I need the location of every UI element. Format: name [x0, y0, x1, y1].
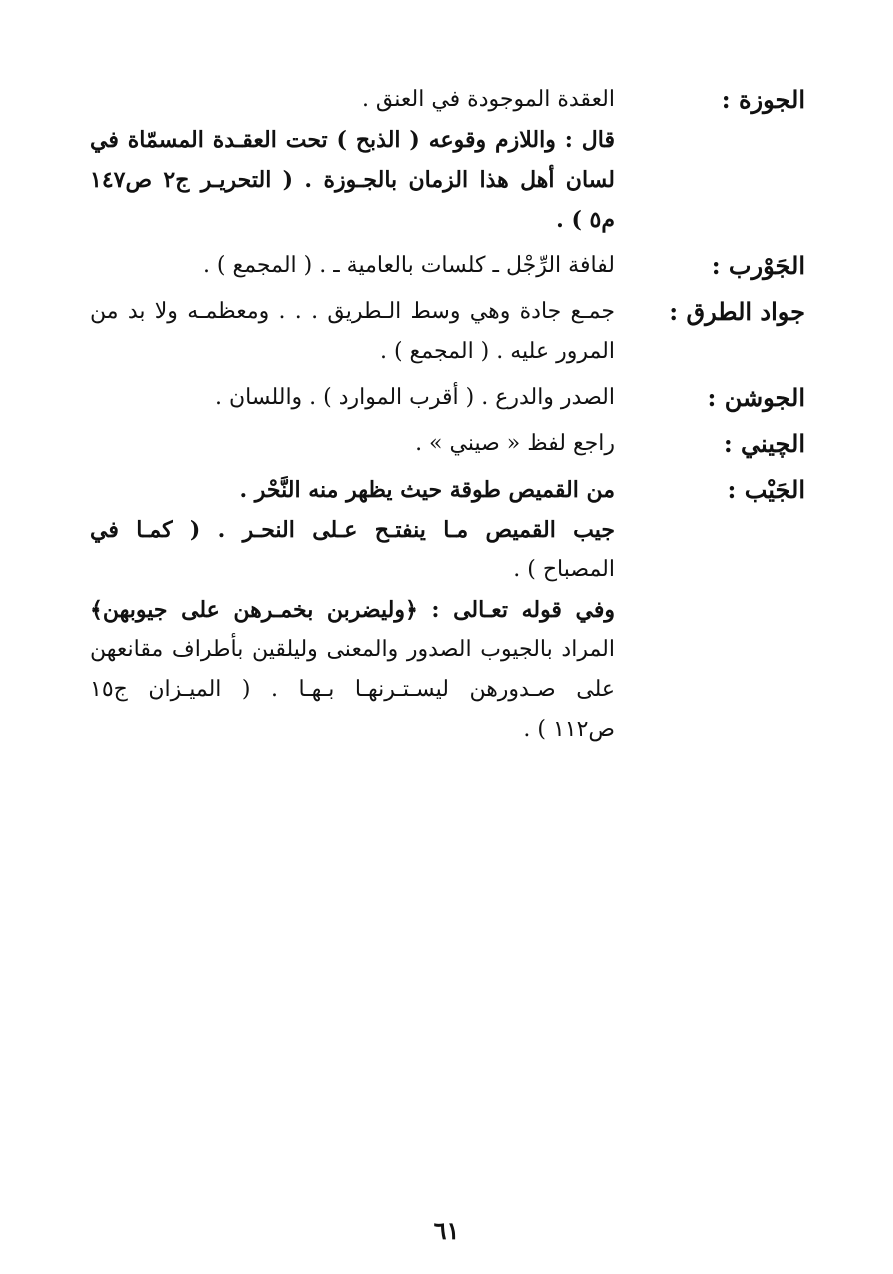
entry-jayb: [90, 470, 805, 750]
definition-line: المصباح ) .: [513, 557, 615, 582]
entry-term: الجوشن :: [707, 383, 805, 412]
definition-line: من القميص طوقة حيث يظهر منه النَّحْر .: [239, 477, 615, 503]
entry-jawad-al-turuq: [90, 292, 805, 372]
entry-term: الچيني :: [723, 429, 805, 458]
entry-term: جواد الطرق :: [669, 297, 805, 326]
definition-line: لفافة الرِّجْل ـ كلسات بالعامية ـ . ( المجمع ) .: [202, 253, 615, 278]
definition-line: راجع لفظ « صيني » .: [415, 431, 615, 456]
definition-line: جيب القميص مـا ينفتـح عـلى النحـر . ( كمـا في: [90, 517, 615, 543]
definition-line: قال : واللازم وقوعه ( الذبح ) تحت العقـدة المسمّاة في: [90, 127, 615, 153]
definition-line: وفي قوله تعـالى : ﴿وليضربن بخمـرهن على جيوبهن﴾: [90, 597, 615, 623]
page-number: ٦١: [433, 1216, 460, 1245]
definition-line: جمـع جادة وهي وسط الـطريق . . . ومعظمـه ولا بد من: [90, 299, 615, 324]
entry-jawshan: [90, 378, 805, 418]
definition-line: المراد بالجيوب الصدور والمعنى وليلقين بأطراف مقانعهن: [90, 637, 615, 662]
entry-jawza: [90, 80, 805, 240]
definition-line: على صـدورهن ليسـتـرنهـا بـهـا . ( الميـزان ج١٥: [90, 677, 615, 702]
glossary-entries: [90, 80, 805, 756]
entry-definition: [90, 378, 615, 418]
entry-term: الجَيْب :: [727, 475, 805, 504]
entry-definition: [90, 80, 615, 240]
entry-term: الجَوْرب :: [711, 251, 805, 280]
entry-definition: [90, 424, 615, 464]
definition-line: م٥ ) .: [556, 207, 615, 233]
entry-definition: [90, 292, 615, 372]
definition-line: العقدة الموجودة في العنق .: [361, 87, 615, 112]
definition-line: الصدر والدرع . ( أقرب الموارد ) . واللسان .: [214, 385, 615, 410]
entry-term: الجوزة :: [721, 85, 805, 114]
entry-jawrab: [90, 246, 805, 286]
entry-definition: [90, 470, 615, 750]
entry-definition: [90, 246, 615, 286]
definition-line: المرور عليه . ( المجمع ) .: [379, 339, 615, 364]
definition-line: لسان أهل هذا الزمان بالجـوزة . ( التحريـر ج٢ ص١٤٧: [90, 167, 615, 193]
definition-line: ص١١٢ ) .: [523, 717, 615, 742]
entry-chini: [90, 424, 805, 464]
